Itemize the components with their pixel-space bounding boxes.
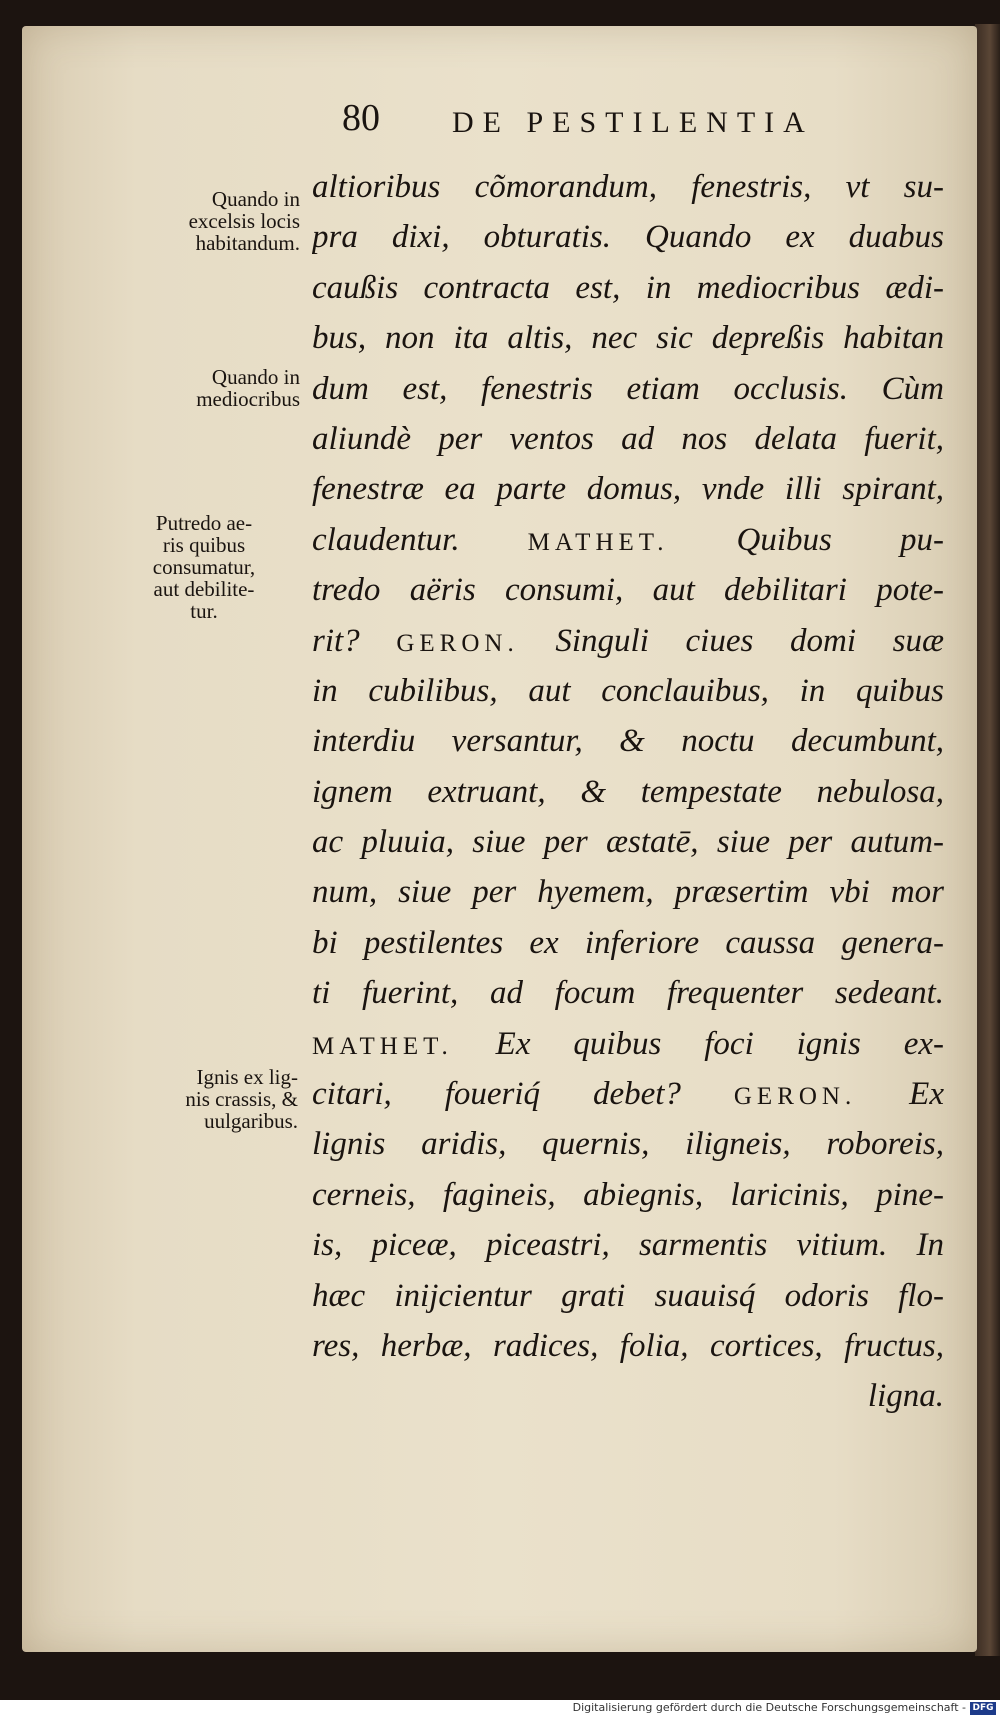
text-segment: interdiu versantur, & noctu decumbunt, [312,723,944,760]
text-segment: Ex quibus foci ignis ex- [452,1025,944,1062]
text-segment: tredo aëris consumi, aut debilitari pote- [312,572,944,609]
text-line [312,1019,944,1069]
text-segment: pra dixi, obturatis. Quando ex duabus [312,219,944,256]
text-segment: in cubilibus, aut conclauibus, in quibus [312,672,944,709]
text-line [312,968,944,1018]
marginal-note: Putredo ae- ris quibus consumatur, aut debilite- tur. [152,511,256,623]
text-segment: ignem extruant, & tempestate nebulosa, [312,773,944,810]
text-segment: ligna. [867,1378,944,1415]
text-segment: citari, foueriq́ debet? [312,1076,734,1113]
text-segment: Ex [856,1076,944,1113]
text-segment: bus, non ita altis, nec sic depreßis habitan [312,320,944,357]
text-line [312,767,944,817]
running-title: DE PESTILENTIA [452,106,814,139]
text-segment: bi pestilentes ex inferiore caussa genera- [312,924,944,961]
text-line [312,1321,944,1371]
text-segment: num, siue per hyemem, præsertim vbi mor [312,874,944,911]
marginal-note: Quando in mediocribus [196,365,300,411]
text-segment: hæc inijcientur grati suauisq́ odoris flo- [312,1277,944,1314]
marginal-note: Ignis ex lig- nis crassis, & uulgaribus. [185,1065,298,1133]
text-line [312,1220,944,1270]
text-line [312,515,944,565]
text-segment: rit? [312,622,397,659]
text-segment: ac pluuia, siue per æstatē, siue per autum- [312,824,944,861]
text-segment: lignis aridis, quernis, iligneis, roboreis, [312,1126,944,1163]
text-line [312,1271,944,1321]
text-segment: claudentur. [312,521,528,558]
text-line [312,716,944,766]
text-line [312,414,944,464]
text-line [312,565,944,615]
text-line [312,1119,944,1169]
text-segment: dum est, fenestris etiam occlusis. Cùm [312,370,944,407]
speaker-name: GERON. [733,1083,857,1111]
text-line [312,1069,944,1119]
text-line [312,464,944,514]
text-line [312,666,944,716]
main-text-block [312,162,944,1422]
text-segment: Singuli ciues domi suæ [518,622,944,659]
text-segment: ti fuerint, ad focum frequenter sedeant. [312,975,944,1012]
footer-credit: Digitalisierung gefördert durch die Deutsche Forschungsgemeinschaft - [572,1701,966,1714]
text-line [312,918,944,968]
text-segment: caußis contracta est, in mediocribus ædi- [312,269,944,306]
text-line [312,263,944,313]
text-segment: is, piceæ, piceastri, sarmentis vitium. In [312,1227,944,1264]
dfg-logo: DFG [970,1702,996,1715]
text-line [312,313,944,363]
text-line [312,212,944,262]
text-line [312,616,944,666]
page-number: 80 [342,97,380,139]
speaker-name: MATHET. [312,1032,453,1060]
text-segment: cerneis, fagineis, abiegnis, laricinis, pine- [312,1176,944,1213]
speaker-name: GERON. [396,629,519,657]
text-segment: res, herbæ, radices, folia, cortices, fructus, [312,1327,944,1364]
speaker-name: MATHET. [527,528,669,556]
text-line [312,162,944,212]
marginal-note: Quando in excelsis locis habitandum. [188,187,300,255]
text-segment: fenestræ ea parte domus, vnde illi spirant, [312,471,944,508]
book-edge [975,24,1000,1656]
text-segment: altioribus cõmorandum, fenestris, vt su- [312,169,944,205]
text-segment: aliundè per ventos ad nos delata fuerit, [312,420,944,457]
text-line [312,364,944,414]
text-line [312,1170,944,1220]
text-line [312,867,944,917]
text-line [312,1371,944,1421]
text-segment: Quibus pu- [668,521,944,558]
text-line [312,817,944,867]
